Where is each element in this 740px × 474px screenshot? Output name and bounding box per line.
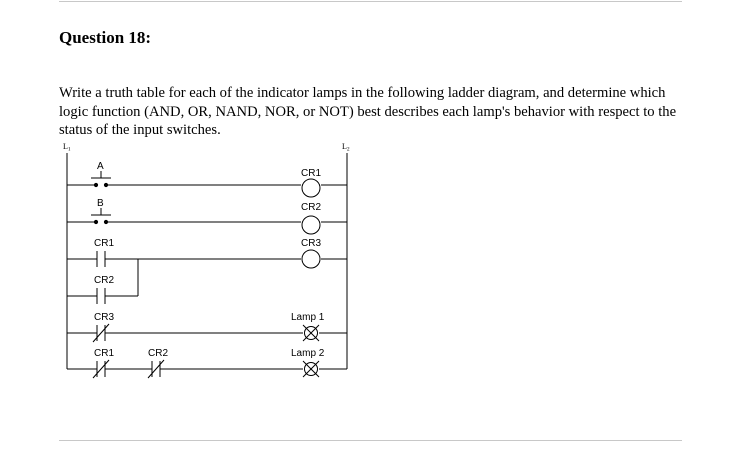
- coil-cr1-label: CR1: [301, 168, 322, 179]
- question-title: Question 18:: [59, 28, 152, 47]
- coil-cr3-label: CR3: [301, 238, 322, 249]
- rail-right-label: L2: [342, 142, 350, 153]
- rail-left-label: L1: [63, 142, 71, 153]
- rung-4: [67, 324, 347, 342]
- contact-cr2-nc-label: CR2: [148, 348, 169, 359]
- lamp-1-label: Lamp 1: [291, 312, 325, 323]
- contact-cr2-label: CR2: [94, 275, 115, 286]
- coil-cr2-label: CR2: [301, 202, 322, 213]
- switch-b-label: B: [97, 198, 104, 209]
- contact-cr3-nc-label: CR3: [94, 312, 115, 323]
- bottom-divider: [59, 440, 682, 441]
- contact-cr1-nc-label: CR1: [94, 348, 115, 359]
- switch-a-label: A: [97, 161, 104, 172]
- contact-cr1-label: CR1: [94, 238, 115, 249]
- rung-5: [67, 360, 347, 378]
- question-prompt: Write a truth table for each of the indicator lamps in the following ladder diagram, and determine which logic function (AND, OR, NAND, NOR, or NOT) best describes each lamp's behavior with respect to the status of the input switches.: [59, 85, 677, 138]
- lamp-2-label: Lamp 2: [291, 348, 325, 359]
